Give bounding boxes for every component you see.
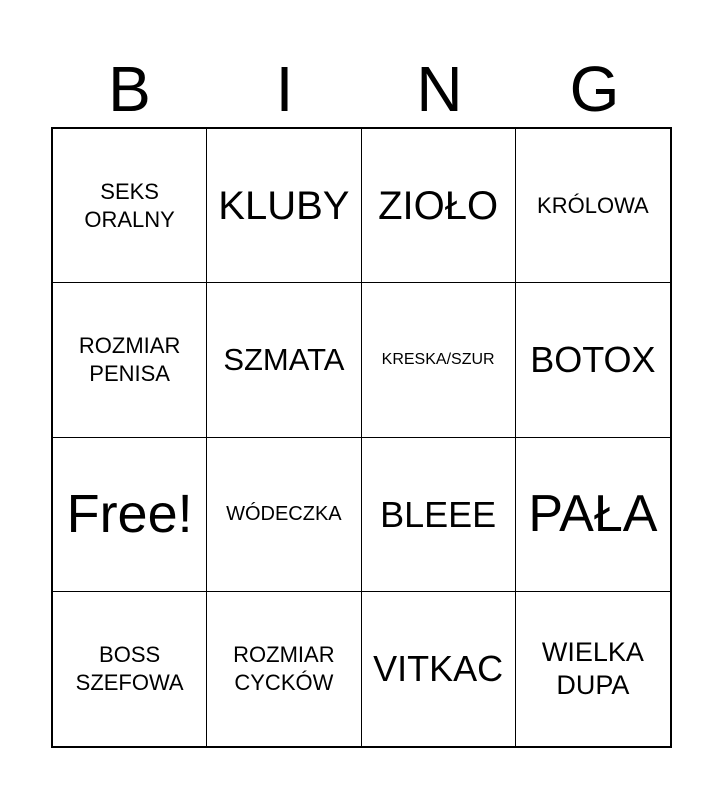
- cell-label: WÓDECZKA: [226, 503, 342, 526]
- bingo-header: [52, 50, 672, 128]
- bingo-cell[interactable]: [516, 129, 670, 283]
- bingo-cell[interactable]: [207, 592, 361, 746]
- bingo-cell[interactable]: [362, 283, 516, 437]
- cell-label: BOSS SZEFOWA: [75, 642, 184, 695]
- bingo-cell[interactable]: [362, 438, 516, 592]
- bingo-cell[interactable]: [516, 592, 670, 746]
- header-letter-n: N: [416, 53, 463, 125]
- cell-label: PAŁA: [528, 484, 658, 543]
- bingo-cell[interactable]: [207, 283, 361, 437]
- cell-label: KRESKA/SZUR: [381, 351, 495, 369]
- cell-label: WIELKA DUPA: [541, 637, 644, 700]
- header-letter-b: B: [108, 53, 151, 125]
- header-letter-g: G: [569, 53, 620, 125]
- cell-label: KLUBY: [218, 183, 350, 228]
- bingo-cell[interactable]: [207, 129, 361, 283]
- cell-label: SEKS ORALNY: [84, 179, 175, 232]
- bingo-cell[interactable]: [362, 129, 516, 283]
- bingo-cell[interactable]: [207, 438, 361, 592]
- bingo-cell[interactable]: [53, 592, 207, 746]
- cell-label: ROZMIAR CYCKÓW: [233, 642, 335, 695]
- cell-label: BLEEE: [380, 493, 497, 535]
- bingo-cell[interactable]: [53, 283, 207, 437]
- bingo-board: [51, 127, 672, 748]
- cell-label: BOTOX: [530, 339, 656, 381]
- cell-label: ZIOŁO: [378, 183, 499, 228]
- cell-label: KRÓLOWA: [537, 192, 649, 218]
- cell-label: ROZMIAR PENISA: [78, 333, 181, 386]
- cell-label: Free!: [66, 483, 193, 544]
- bingo-cell[interactable]: [53, 129, 207, 283]
- cell-label: SZMATA: [223, 342, 345, 378]
- cell-label: VITKAC: [373, 648, 504, 690]
- bingo-cell[interactable]: [516, 438, 670, 592]
- bingo-cell[interactable]: [362, 592, 516, 746]
- bingo-cell[interactable]: [516, 283, 670, 437]
- header-letter-i: I: [275, 53, 294, 125]
- bingo-cell-free[interactable]: [53, 438, 207, 592]
